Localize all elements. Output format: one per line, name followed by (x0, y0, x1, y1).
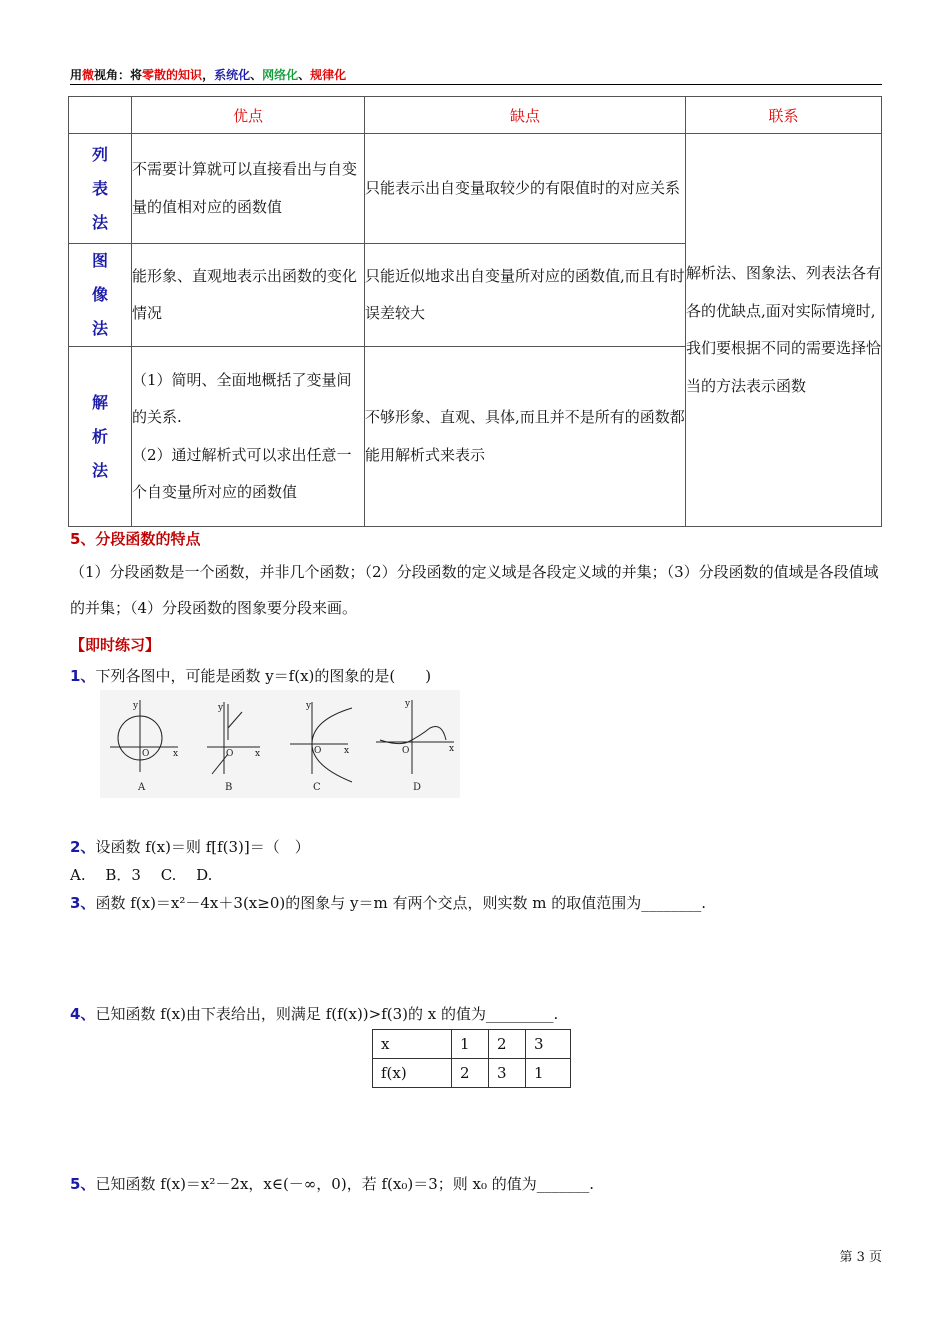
table-method-advantage: 不需要计算就可以直接看出与自变量的值相对应的函数值 (132, 134, 365, 244)
svg-text:x: x (173, 749, 179, 759)
question-5 (70, 1173, 594, 1194)
section-5-text: （1）分段函数是一个函数，并非几个函数；（2）分段函数的定义域是各段定义域的并集；（3）分段函数的值域是各段值域的并集；（4）分段函数的图象要分段来画。 (70, 563, 879, 617)
question-number: 1、 (70, 667, 96, 685)
question-number: 5、 (70, 1175, 96, 1193)
graph-method-disadvantage: 只能近似地求出自变量所对应的函数值,而且有时误差较大 (365, 244, 686, 347)
header-text: 网络化 (262, 68, 299, 82)
svg-text:O: O (226, 749, 234, 759)
header-text: 零散的知识 (142, 68, 203, 82)
comparison-table (68, 96, 882, 527)
page-number: 第 3 页 (839, 1250, 882, 1265)
question-number: 3、 (70, 894, 96, 912)
header-text: 视角：将 (94, 68, 143, 82)
svg-text:y: y (218, 703, 224, 713)
analytic-method-disadvantage: 不够形象、直观、具体,而且并不是所有的函数都能用解析式来表示 (365, 347, 686, 527)
question-text: 设函数 f(x)＝则 f[f(3)]＝（ ） (95, 838, 310, 856)
fx-table-cell: x (373, 1030, 452, 1059)
row-label-table-method: 列 表 法 (69, 134, 132, 244)
question-2 (70, 836, 310, 857)
question-2-options: A. B．3 C. D. (70, 866, 213, 884)
question-number: 4、 (70, 1005, 96, 1023)
table-header-disadvantages: 缺点 (365, 97, 686, 134)
graph-a-origin: O (142, 749, 150, 759)
header-text: 、 (250, 68, 263, 82)
question-text: 已知函数 f(x)由下表给出，则满足 f(f(x))>f(3)的 x 的值为_________. (95, 1005, 559, 1023)
svg-text:y: y (306, 701, 312, 711)
svg-text:O: O (402, 746, 410, 756)
function-graphs-figure (100, 690, 460, 798)
header-divider (70, 84, 882, 85)
fx-value-table (372, 1029, 571, 1088)
header-text: ， (202, 68, 215, 82)
graph-label-b: B (225, 782, 233, 793)
fx-table-cell: 2 (489, 1030, 526, 1059)
row-label-graph-method: 图 像 法 (69, 244, 132, 347)
fx-table-cell: 3 (526, 1030, 571, 1059)
question-3 (70, 892, 706, 913)
question-text: 函数 f(x)＝x²－4x＋3(x≥0)的图象与 y＝m 有两个交点，则实数 m 的取值范围为________. (95, 894, 706, 912)
svg-text:O: O (314, 746, 322, 756)
page-header (70, 66, 346, 83)
table-method-disadvantage: 只能表示出自变量取较少的有限值时的对应关系 (365, 134, 686, 244)
practice-title: 【即时练习】 (70, 636, 161, 654)
relation-cell: 解析法、图象法、列表法各有各的优缺点,面对实际情境时,我们要根据不同的需要选择恰当的方法表示函数 (686, 134, 882, 527)
header-text: 微 (82, 68, 95, 82)
svg-text:x: x (449, 744, 455, 754)
question-number: 2、 (70, 838, 96, 856)
svg-text:y: y (133, 701, 139, 711)
fx-table-cell: 2 (452, 1059, 489, 1088)
row-label-analytic-method: 解 析 法 (69, 347, 132, 527)
table-header-relation: 联系 (686, 97, 882, 134)
question-4 (70, 1003, 558, 1024)
section-5-title: 5、分段函数的特点 (70, 530, 201, 548)
fx-table-cell: f(x) (373, 1059, 452, 1088)
svg-text:x: x (255, 749, 261, 759)
header-text: 规律化 (310, 68, 347, 82)
header-text: 、 (298, 68, 311, 82)
fx-table-cell: 3 (489, 1059, 526, 1088)
svg-text:x: x (344, 746, 350, 756)
fx-table-cell: 1 (452, 1030, 489, 1059)
question-text: 已知函数 f(x)＝x²－2x，x∈(－∞，0)，若 f(x₀)＝3；则 x₀ 的值为_______. (95, 1175, 595, 1193)
question-1 (70, 665, 431, 686)
table-header-advantages: 优点 (132, 97, 365, 134)
graph-method-advantage: 能形象、直观地表示出函数的变化情况 (132, 244, 365, 347)
fx-table-cell: 1 (526, 1059, 571, 1088)
table-header-empty (69, 97, 132, 134)
graph-label-d: D (413, 782, 422, 793)
header-text: 用 (70, 68, 83, 82)
analytic-method-advantage: （1）简明、全面地概括了变量间的关系. （2）通过解析式可以求出任意一个自变量所对应的函数值 (132, 347, 365, 527)
graph-label-c: C (313, 782, 321, 793)
question-text: 下列各图中，可能是函数 y＝f(x)的图象的是( ) (95, 667, 432, 685)
graph-label-a: A (138, 782, 146, 793)
header-text: 系统化 (214, 68, 251, 82)
svg-text:y: y (405, 699, 411, 709)
